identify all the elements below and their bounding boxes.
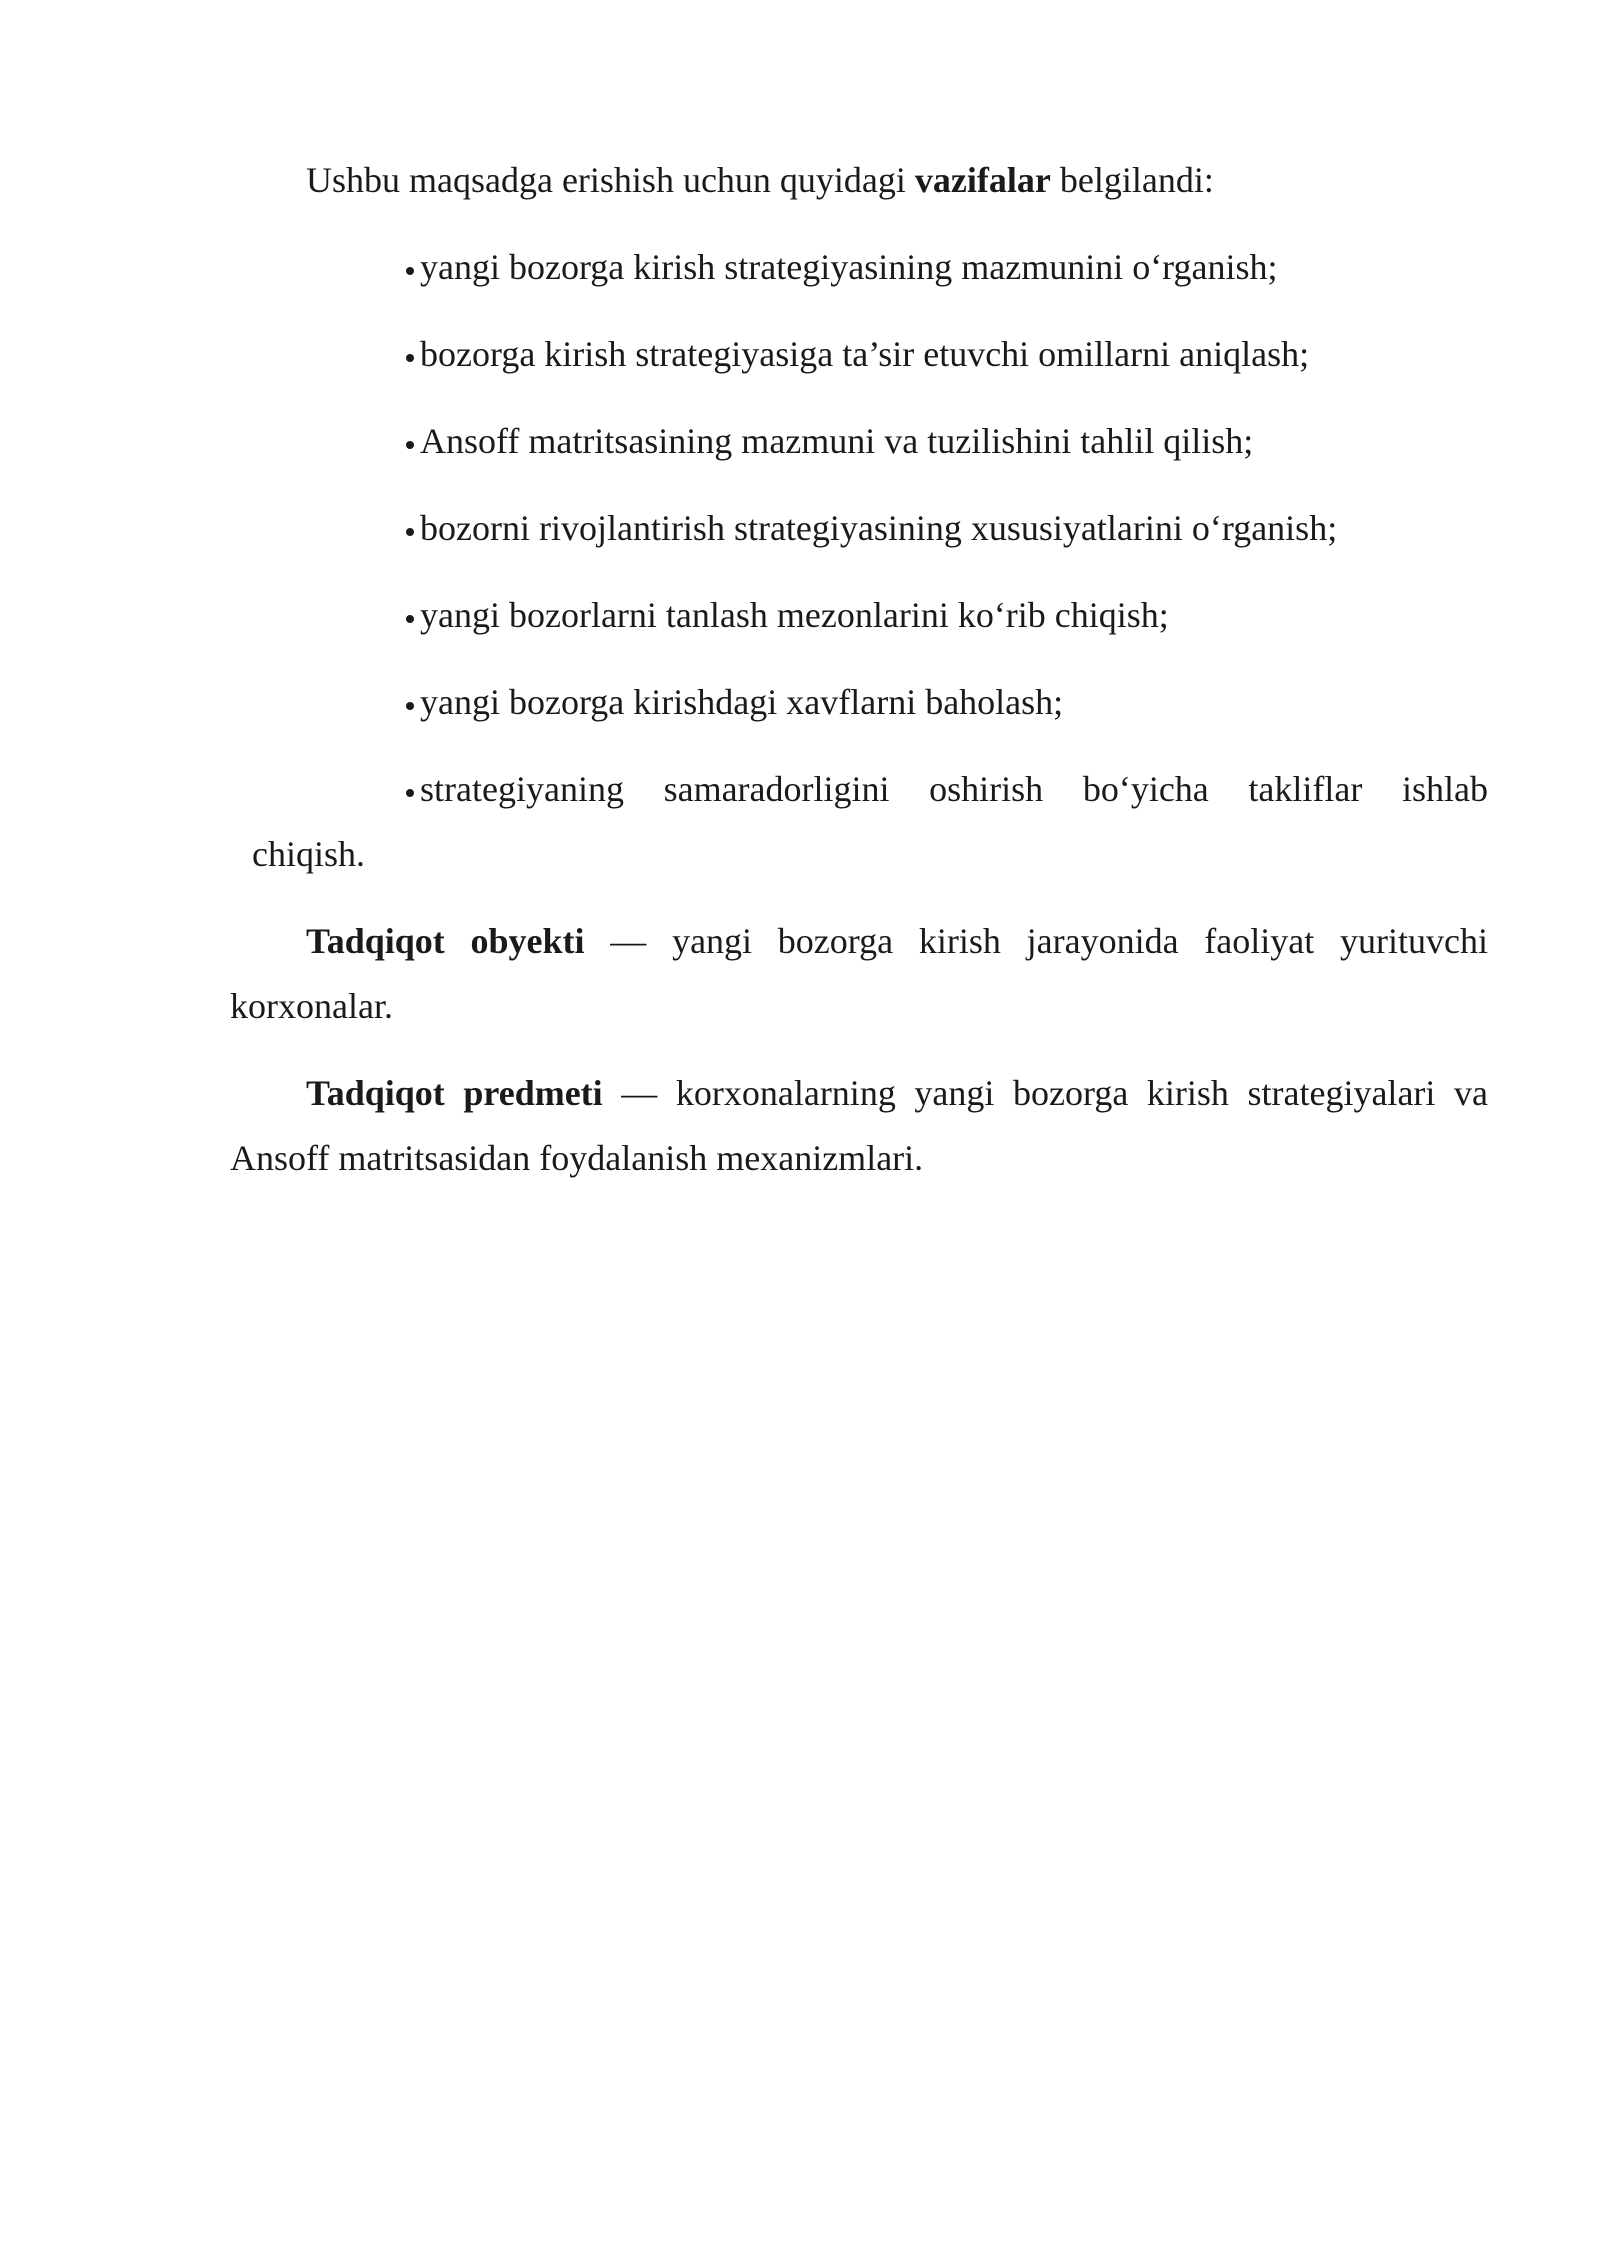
list-item-text: yangi bozorga kirishdagi xavflarni baholash;: [420, 682, 1064, 722]
research-subject-text: — korxonalarning yangi bozorga kirish strategiyalari va Ansoff matritsasidan foydalanish mexanizmlari.: [230, 1073, 1488, 1178]
bullet-icon: [230, 235, 328, 300]
list-item: [230, 496, 1488, 561]
research-object-paragraph: [230, 909, 1488, 1039]
list-item-text: bozorni rivojlantirish strategiyasining xususiyatlarini o‘rganish;: [420, 508, 1338, 548]
intro-text-before: Ushbu maqsadga erishish uchun quyidagi: [306, 160, 915, 200]
list-item: [230, 670, 1488, 735]
list-item: [230, 757, 1488, 887]
bullet-icon: [230, 496, 328, 561]
intro-bold-term: vazifalar: [914, 160, 1051, 200]
list-item: [230, 409, 1488, 474]
list-item-text-line2: chiqish.: [252, 834, 365, 874]
research-subject-paragraph: [230, 1061, 1488, 1191]
intro-paragraph: [230, 148, 1488, 213]
bullet-icon: [230, 583, 328, 648]
bullet-icon: [230, 670, 328, 735]
list-item-text: yangi bozorga kirish strategiyasining mazmunini o‘rganish;: [420, 247, 1278, 287]
bullet-icon: [230, 322, 328, 387]
list-item-text: Ansoff matritsasining mazmuni va tuzilishini tahlil qilish;: [420, 421, 1254, 461]
bullet-icon: [230, 409, 328, 474]
list-item-text: bozorga kirish strategiyasiga ta’sir etuvchi omillarni aniqlash;: [420, 334, 1310, 374]
research-object-label: Tadqiqot obyekti: [306, 921, 585, 961]
list-item: [230, 583, 1488, 648]
list-item: [230, 235, 1488, 300]
task-list: [230, 235, 1488, 887]
research-subject-label: Tadqiqot predmeti: [306, 1073, 603, 1113]
list-item-text: yangi bozorlarni tanlash mezonlarini ko‘rib chiqish;: [420, 595, 1169, 635]
intro-text-after: belgilandi:: [1050, 160, 1214, 200]
list-item-text-line1: strategiyaning samaradorligini oshirish bo‘yicha takliflar ishlab: [420, 769, 1488, 809]
research-object-text: — yangi bozorga kirish jarayonida faoliyat yurituvchi korxonalar.: [230, 921, 1488, 1026]
list-item: [230, 322, 1488, 387]
bullet-icon: [230, 757, 328, 822]
document-page: [230, 148, 1488, 1191]
